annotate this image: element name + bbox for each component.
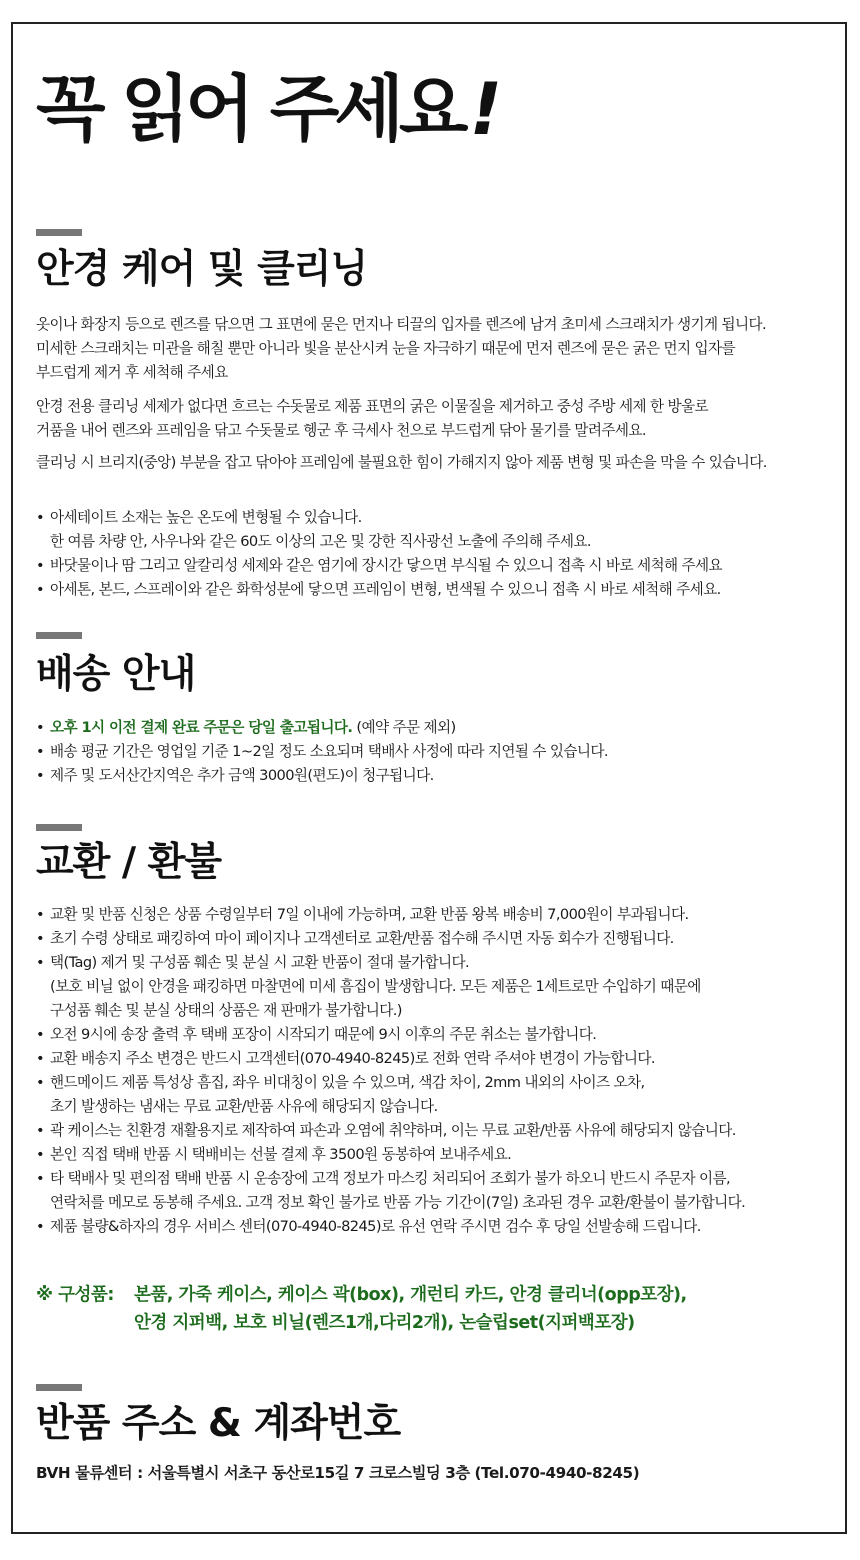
exchange-bullet: • 교환 배송지 주소 변경은 반드시 고객센터(070-4940-8245)로 전화 연락 주셔야 변경이 가능합니다. [36,1047,836,1071]
section-title-shipping: 배송 안내 [36,652,196,697]
exchange-bullet: • 택(Tag) 제거 및 구성품 훼손 및 분실 시 교환 반품이 절대 불가합니다. (보호 비닐 없이 안경을 패킹하면 마찰면에 미세 흠집이 발생합니다. 모든 제품은 1세트로만 수입하기 때문에 구성품 훼손 및 분실 상태의 상품은 재 판매가 불가합니다.) [36,951,836,1023]
reservation-exclusion-note: (예약 주문 제외) [352,719,456,736]
care-bullet: • 바닷물이나 땀 그리고 알칼리성 세제와 같은 염기에 장시간 닿으면 부식될 수 있으니 접촉 시 바로 세척해 주세요 [36,554,836,578]
section-bar-return [36,1384,82,1391]
shipping-bullet: • 제주 및 도서산간지역은 추가 금액 3000원(편도)이 청구됩니다. [36,764,836,788]
section-title-exchange: 교환 / 환불 [36,840,222,885]
section-title-return: 반품 주소 & 계좌번호 [36,1401,401,1446]
exchange-bullet: • 곽 케이스는 친환경 재활용지로 제작하여 파손과 오염에 취약하며, 이는 무료 교환/반품 사유에 해당되지 않습니다. [36,1119,836,1143]
care-bullet: • 아세톤, 본드, 스프레이와 같은 화학성분에 닿으면 프레임이 변형, 변색될 수 있으니 접촉 시 바로 세척해 주세요. [36,578,836,602]
care-bullet: • 아세테이트 소재는 높은 온도에 변형될 수 있습니다. 한 여름 차량 안, 사우나와 같은 60도 이상의 고온 및 강한 직사광선 노출에 주의해 주세요. [36,506,836,554]
care-paragraph-3: 클리닝 시 브리지(중앙) 부분을 잡고 닦아야 프레임에 불필요한 힘이 가해지지 않아 제품 변형 및 파손을 막을 수 있습니다. [36,454,767,471]
exchange-bullet: • 핸드메이드 제품 특성상 흠집, 좌우 비대칭이 있을 수 있으며, 색감 차이, 2mm 내외의 사이즈 오차, 초기 발생하는 냄새는 무료 교환/반품 사유에 해당되지 않습니다. [36,1071,836,1119]
components-items: 본품, 가죽 케이스, 케이스 곽(box), 개런티 카드, 안경 클리너(opp포장), 안경 지퍼백, 보호 비닐(렌즈1개,다리2개), 논슬립set(지퍼백포장) [134,1285,687,1333]
exchange-bullet: • 타 택배사 및 편의점 택배 반품 시 운송장에 고객 정보가 마스킹 처리되어 조회가 불가 하오니 반드시 주문자 이름, 연락처를 메모로 동봉해 주세요. 고객 정보 확인 불가로 반품 가능 기간이(7일) 초과된 경우 교환/환불이 불가합니다. [36,1167,836,1215]
same-day-shipping-notice: 오후 1시 이전 결제 완료 주문은 당일 출고됩니다. [50,719,353,736]
exchange-bullet: • 본인 직접 택배 반품 시 택배비는 선불 결제 후 3500원 동봉하여 보내주세요. [36,1143,836,1167]
shipping-bullet-list [36,716,836,788]
shipping-bullet-highlight [36,716,836,740]
return-address: BVH 물류센터 : 서울특별시 서초구 동산로15길 7 크로스빌딩 3층 (Tel.070-4940-8245) [36,1464,640,1482]
shipping-bullet: • 배송 평균 기간은 영업일 기준 1~2일 정도 소요되며 택배사 사정에 따라 지연될 수 있습니다. [36,740,836,764]
care-paragraph-1: 옷이나 화장지 등으로 렌즈를 닦으면 그 표면에 묻은 먼지나 티끌의 입자를 렌즈에 남겨 초미세 스크래치가 생기게 됩니다. 미세한 스크래치는 미관을 해칠 뿐만 아니라 빛을 분산시켜 눈을 자극하기 때문에 먼저 렌즈에 묻은 굵은 먼지 입자를 부드럽게 제거 후 세척해 주세요 [36,316,767,381]
exchange-bullet: • 오전 9시에 송장 출력 후 택배 포장이 시작되기 때문에 9시 이후의 주문 취소는 불가합니다. [36,1023,836,1047]
care-bullet-list [36,506,836,602]
exchange-bullet-list [36,903,836,1239]
care-paragraph-2: 안경 전용 클리닝 세제가 없다면 흐르는 수돗물로 제품 표면의 굵은 이물질을 제거하고 중성 주방 세제 한 방울로 거품을 내어 렌즈와 프레임을 닦고 수돗물로 헹군 후 극세사 천으로 부드럽게 닦아 물기를 말려주세요. [36,398,709,439]
components-label: ※ 구성품: [36,1285,114,1305]
exchange-bullet: • 초기 수령 상태로 패킹하여 마이 페이지나 고객센터로 교환/반품 접수해 주시면 자동 회수가 진행됩니다. [36,927,836,951]
page-title [36,66,497,152]
page-title-text: 꼭 읽어 주세요 [36,67,464,151]
section-bar-shipping [36,632,82,639]
page-title-exclamation: ! [469,67,498,151]
section-bar-exchange [36,824,82,831]
exchange-bullet: • 교환 및 반품 신청은 상품 수령일부터 7일 이내에 가능하며, 교환 반품 왕복 배송비 7,000원이 부과됩니다. [36,903,836,927]
section-title-care: 안경 케어 및 클리닝 [36,247,368,292]
exchange-bullet: • 제품 불량&하자의 경우 서비스 센터(070-4940-8245)로 유선 연락 주시면 검수 후 당일 선발송해 드립니다. [36,1215,836,1239]
section-bar-care [36,229,82,236]
